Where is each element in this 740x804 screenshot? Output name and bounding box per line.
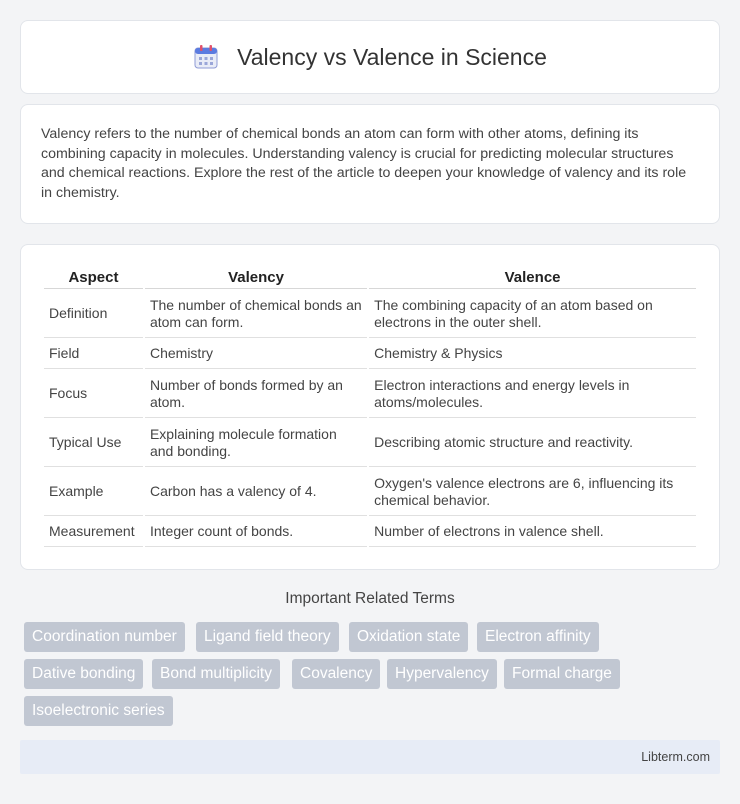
- footer-site-link[interactable]: Libterm.com: [641, 750, 710, 764]
- page-title: Valency vs Valence in Science: [237, 43, 547, 70]
- cell-aspect: Measurement: [44, 518, 143, 547]
- cell-valence: Describing atomic structure and reactivity.: [369, 420, 696, 467]
- related-term-tag[interactable]: Ligand field theory: [196, 622, 339, 652]
- table-row: [44, 371, 696, 418]
- related-term-tag[interactable]: Hypervalency: [387, 659, 497, 689]
- calendar-icon: [193, 44, 219, 70]
- cell-valence: Oxygen's valence electrons are 6, influencing its chemical behavior.: [369, 469, 696, 516]
- cell-valency: Explaining molecule formation and bonding.: [145, 420, 367, 467]
- cell-valency: Carbon has a valency of 4.: [145, 469, 367, 516]
- intro-card: [20, 104, 720, 224]
- cell-valency: Number of bonds formed by an atom.: [145, 371, 367, 418]
- cell-aspect: Field: [44, 340, 143, 369]
- header-valency: Valency: [145, 267, 367, 289]
- title-card: [20, 20, 720, 94]
- related-term-tag[interactable]: Dative bonding: [24, 659, 143, 689]
- cell-valence: The combining capacity of an atom based on electrons in the outer shell.: [369, 291, 696, 338]
- table-header-row: [44, 267, 696, 289]
- cell-valence: Electron interactions and energy levels in atoms/molecules.: [369, 371, 696, 418]
- cell-aspect: Definition: [44, 291, 143, 338]
- table-row: [44, 518, 696, 547]
- cell-valence: Number of electrons in valence shell.: [369, 518, 696, 547]
- related-term-tag[interactable]: Electron affinity: [477, 622, 599, 652]
- cell-aspect: Focus: [44, 371, 143, 418]
- related-terms-title: Important Related Terms: [285, 590, 455, 607]
- cell-aspect: Typical Use: [44, 420, 143, 467]
- table-row: [44, 291, 696, 338]
- comparison-table-card: [20, 244, 720, 570]
- comparison-table: [42, 265, 698, 549]
- cell-valency: Chemistry: [145, 340, 367, 369]
- footer: [20, 740, 720, 774]
- related-term-tag[interactable]: Isoelectronic series: [24, 696, 173, 726]
- related-term-tag[interactable]: Oxidation state: [349, 622, 468, 652]
- cell-aspect: Example: [44, 469, 143, 516]
- intro-text: Valency refers to the number of chemical bonds an atom can form with other atoms, defining its combining capacity in molecules. Understanding valency is crucial for predicting molecular structures and chemical reactions. Explore the rest of the article to deepen your knowledge of valency and its role in chemistry.: [41, 126, 687, 201]
- header-aspect: Aspect: [44, 267, 143, 289]
- cell-valency: The number of chemical bonds an atom can form.: [145, 291, 367, 338]
- cell-valency: Integer count of bonds.: [145, 518, 367, 547]
- related-term-tag[interactable]: Formal charge: [504, 659, 620, 689]
- related-term-tag[interactable]: Covalency: [292, 659, 380, 689]
- related-term-tag[interactable]: Coordination number: [24, 622, 185, 652]
- table-row: [44, 469, 696, 516]
- related-term-tag[interactable]: Bond multiplicity: [152, 659, 280, 689]
- table-row: [44, 420, 696, 467]
- table-row: [44, 340, 696, 369]
- cell-valence: Chemistry & Physics: [369, 340, 696, 369]
- header-valence: Valence: [369, 267, 696, 289]
